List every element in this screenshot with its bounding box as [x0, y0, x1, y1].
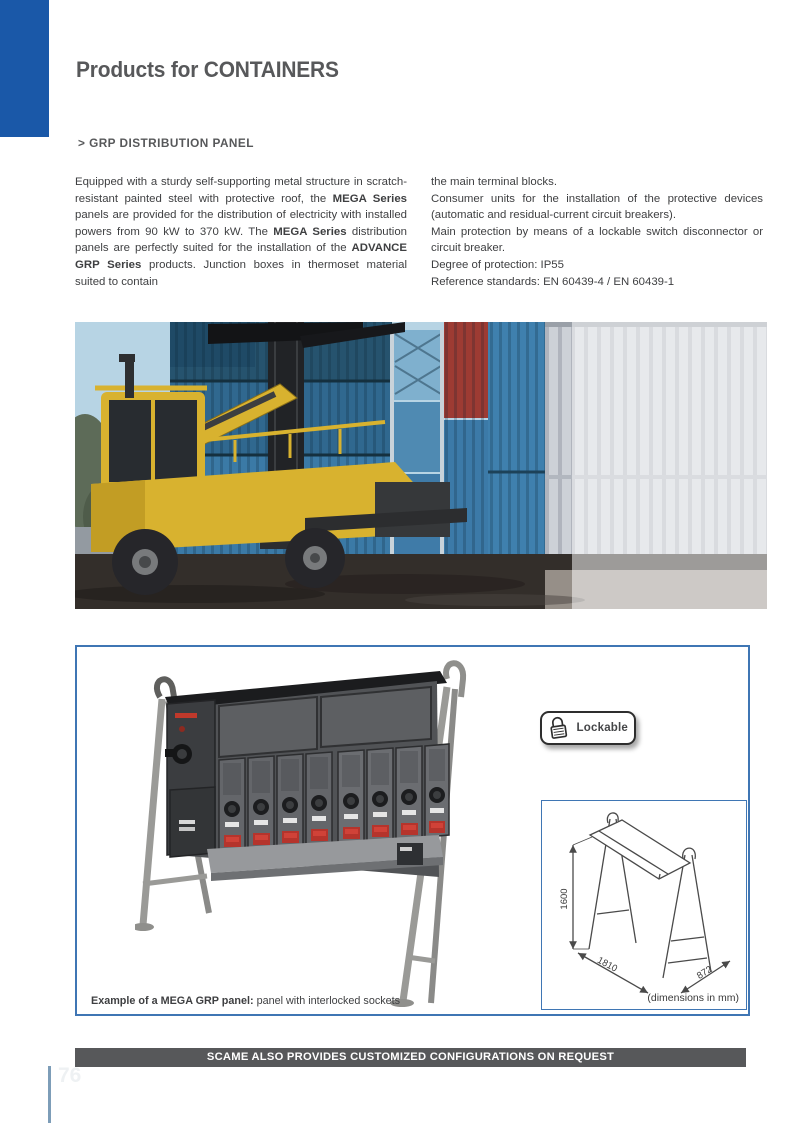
- footer-accent-line: [48, 1066, 51, 1123]
- page-number: 76: [58, 1064, 82, 1087]
- intro-line: Consumer units for the installation of the protective devices (automatic and residual-current circuit breakers).: [431, 192, 763, 222]
- figure-caption: [91, 995, 400, 1007]
- lockable-label: Lockable: [576, 722, 628, 734]
- intro-column-left: [75, 174, 407, 290]
- intro-paragraph: [75, 174, 407, 290]
- figure-caption-bold: Example of a MEGA GRP panel:: [91, 995, 254, 1007]
- intro-text-bold: MEGA Series: [332, 192, 407, 205]
- intro-text: Equipped with a sturdy self-supporting metal structure in scratch-resistant painted steel with protective roof, the: [75, 176, 407, 205]
- customized-configurations-banner: SCAME ALSO PROVIDES CUSTOMIZED CONFIGURATIONS ON REQUEST: [75, 1048, 746, 1067]
- dimension-depth-label: 872: [695, 964, 715, 982]
- intro-line: Degree of protection: IP55: [431, 258, 564, 271]
- corner-accent-block: [0, 0, 49, 137]
- intro-text: products. Junction boxes in thermoset material suited to contain: [75, 258, 408, 288]
- intro-line: the main terminal blocks.: [431, 176, 557, 188]
- dimensions-diagram: [541, 800, 747, 1010]
- figure-caption-rest: panel with interlocked sockets: [253, 995, 401, 1007]
- container-yard-illustration: [75, 322, 767, 609]
- intro-text: distribution panels are perfectly suited for the installation of the: [75, 225, 408, 255]
- section-heading: > GRP DISTRIBUTION PANEL: [78, 136, 254, 150]
- intro-text-bold: ADVANCE GRP Series: [75, 242, 407, 271]
- lockable-badge: [540, 711, 636, 745]
- mega-grp-panel-photo: [135, 657, 473, 1007]
- dimension-height-label: 1600: [559, 888, 570, 910]
- padlock-icon: [548, 715, 569, 741]
- mega-grp-panel-illustration: [135, 657, 473, 1007]
- a-frame-dimension-drawing: [542, 801, 745, 1008]
- container-yard-photo: [75, 322, 767, 609]
- intro-text: panels are provided for the distribution of electricity with installed powers from 90 kW to 370 kW. The: [75, 209, 407, 238]
- intro-line: Main protection by means of a lockable switch disconnector or circuit breaker.: [431, 225, 763, 255]
- intro-line: Reference standards: EN 60439-4 / EN 60439-1: [431, 275, 675, 288]
- page-title: Products for CONTAINERS: [76, 57, 339, 82]
- intro-text-bold: MEGA Series: [273, 225, 347, 238]
- intro-column-right: [431, 174, 763, 290]
- dimension-width-label: 1810: [595, 954, 620, 975]
- dimensions-note: (dimensions in mm): [647, 992, 739, 1004]
- product-figure-box: [75, 645, 750, 1016]
